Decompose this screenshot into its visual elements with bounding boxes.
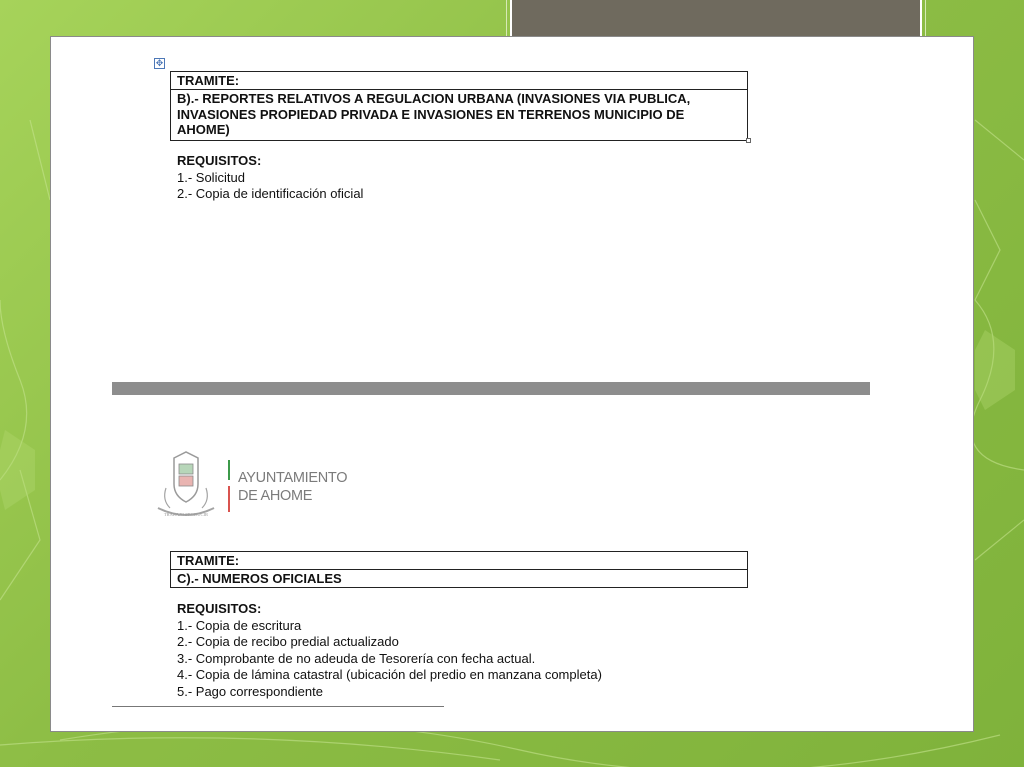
list-item: 2.- Copia de identificación oficial [177,186,364,202]
tramite-table-b [170,71,748,141]
tramite-line-2: INVASIONES PROPIEDAD PRIVADA E INVASIONES EN TERRENOS MUNICIPIO DE [177,106,685,122]
municipal-seal-icon [158,452,214,517]
tramite-description [171,89,747,140]
requisitos-heading: REQUISITOS: [177,601,262,616]
footer-rule [112,706,444,707]
list-item: 1.- Solicitud [177,169,245,185]
logo-accent-red [228,486,230,512]
list-item: 4.- Copia de lámina catastral (ubicación del predio en manzana completa) [177,667,602,683]
tramite-table-c [170,551,748,588]
tramite-description: C).- NUMEROS OFICIALES [171,569,747,587]
resize-handle-icon[interactable] [746,138,751,143]
list-item: 1.- Copia de escritura [177,617,302,633]
tramite-line-1: B).- REPORTES RELATIVOS A REGULACION URBANA (INVASIONES VIA PUBLICA, [177,91,691,106]
tramite-label: TRAMITE: [177,73,240,88]
logo-accent-green [228,460,230,480]
tramite-label: TRAMITE: [177,553,240,568]
requisitos-list-c [177,601,602,701]
logo-line-2: DE AHOME [238,488,313,504]
requisitos-heading: REQUISITOS: [177,153,262,168]
list-item: 2.- Copia de recibo predial actualizado [177,634,399,650]
tramite-line-3: AHOME) [177,122,230,138]
ayuntamiento-logo [152,450,362,522]
move-handle-icon[interactable]: ✥ [155,58,164,68]
requisitos-list-b [177,153,363,203]
page-divider [112,382,870,395]
list-item: 3.- Comprobante de no adeuda de Tesorería con fecha actual. [177,650,536,666]
list-item: 5.- Pago correspondiente [177,683,323,699]
logo-line-1: AYUNTAMIENTO [238,470,348,486]
seal-motto: TRABAJO PRODUCIR [163,512,209,517]
